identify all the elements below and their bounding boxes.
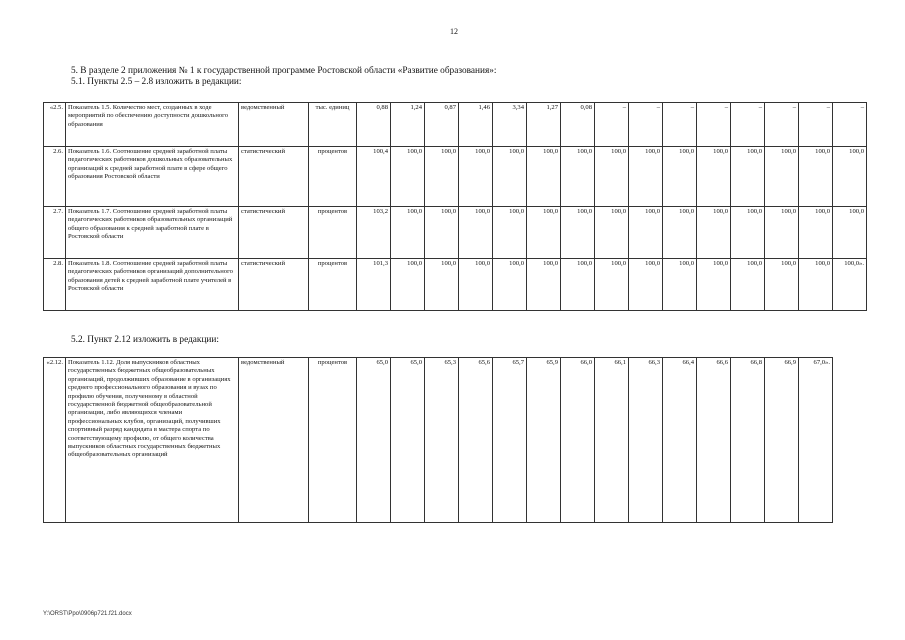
value-cell: 65,3	[425, 358, 459, 523]
table-row	[44, 259, 867, 311]
value-cell: –	[697, 103, 731, 147]
table-row	[44, 103, 867, 147]
value-cell: 100,0	[833, 207, 867, 259]
value-cell: 100,0	[425, 147, 459, 207]
value-cell: 100,0	[833, 147, 867, 207]
value-cell: 100,0	[595, 147, 629, 207]
value-cell: 100,0	[561, 147, 595, 207]
subsection-heading-5-2: 5.2. Пункт 2.12 изложить в редакции:	[71, 335, 219, 345]
value-cell: 3,34	[493, 103, 527, 147]
unit-cell: процентов	[309, 207, 357, 259]
value-cell: 100,0	[459, 147, 493, 207]
value-cell: –	[595, 103, 629, 147]
subsection-heading-5-1: 5.1. Пункты 2.5 – 2.8 изложить в редакции:	[71, 77, 242, 87]
value-cell: 66,8	[731, 358, 765, 523]
value-cell: 100,4	[357, 147, 391, 207]
value-cell: 100,0	[391, 147, 425, 207]
value-cell: 100,0	[697, 207, 731, 259]
value-cell: 100,0».	[833, 259, 867, 311]
value-cell: 100,0	[731, 259, 765, 311]
value-cell: 100,0	[663, 207, 697, 259]
value-cell: 100,0	[663, 259, 697, 311]
value-cell: 100,0	[561, 259, 595, 311]
value-cell: 100,0	[425, 259, 459, 311]
value-cell: –	[833, 103, 867, 147]
page-number: 12	[450, 27, 458, 36]
value-cell: 100,0	[629, 259, 663, 311]
value-cell: 67,0».	[799, 358, 833, 523]
value-cell: 100,0	[493, 147, 527, 207]
value-cell: 0,87	[425, 103, 459, 147]
value-cell: –	[629, 103, 663, 147]
row-code-cell: 2.7.	[44, 207, 66, 259]
value-cell: 100,0	[731, 207, 765, 259]
value-cell: 65,7	[493, 358, 527, 523]
value-cell: 100,0	[595, 259, 629, 311]
unit-cell: тыс. единиц	[309, 103, 357, 147]
value-cell: 100,0	[459, 259, 493, 311]
value-cell: 100,0	[629, 207, 663, 259]
table-row	[44, 358, 833, 523]
value-cell: 65,6	[459, 358, 493, 523]
indicator-type-cell: статистический	[239, 147, 309, 207]
value-cell: 66,9	[765, 358, 799, 523]
value-cell: 65,0	[357, 358, 391, 523]
value-cell: 100,0	[663, 147, 697, 207]
value-cell: 100,0	[629, 147, 663, 207]
value-cell: 66,1	[595, 358, 629, 523]
value-cell: 65,9	[527, 358, 561, 523]
indicator-description-cell: Показатель 1.6. Соотношение средней заработной платы педагогических работников дошкольных образовательных организаций к средней заработной плате в сфере общего образования Ростовской области	[66, 147, 239, 207]
value-cell: –	[799, 103, 833, 147]
value-cell: 101,3	[357, 259, 391, 311]
file-path-footer: Y:\ORST\Ppo\0906p721.f21.docx	[43, 611, 132, 617]
section-heading-5: 5. В разделе 2 приложения № 1 к государственной программе Ростовской области «Развитие образования»:	[71, 66, 497, 76]
indicator-description-cell: Показатель 1.8. Соотношение средней заработной платы педагогических работников организаций дополнительного образования детей к средней заработной плате учителей в Ростовской области	[66, 259, 239, 311]
value-cell: –	[765, 103, 799, 147]
value-cell: 100,0	[561, 207, 595, 259]
value-cell: 100,0	[459, 207, 493, 259]
value-cell: 100,0	[391, 259, 425, 311]
value-cell: 100,0	[697, 259, 731, 311]
value-cell: 100,0	[697, 147, 731, 207]
value-cell: 66,6	[697, 358, 731, 523]
indicator-description-cell: Показатель 1.5. Количество мест, созданных в ходе мероприятий по обеспечению доступности дошкольного образования	[66, 103, 239, 147]
value-cell: 100,0	[799, 147, 833, 207]
indicator-description-cell: Показатель 1.12. Доля выпускников областных государственных бюджетных общеобразовательных организаций, продолживших образование в организациях среднего профессионального образования и вузах по профилю обучения, полученному в областной государственной бюджетной общеобразовательной организации, либо являющихся членами профессиональных клубов, организаций, получивших спортивный разряд кандидата в мастера спорта по соответствующему профилю, от общего количества выпускников областных государственных бюджетных общеобразовательных организаций	[66, 358, 239, 523]
value-cell: 66,4	[663, 358, 697, 523]
indicators-table-2-12	[43, 357, 833, 523]
value-cell: 100,0	[595, 207, 629, 259]
indicator-type-cell: ведомственный	[239, 358, 309, 523]
value-cell: 1,46	[459, 103, 493, 147]
unit-cell: процентов	[309, 147, 357, 207]
value-cell: 100,0	[799, 259, 833, 311]
row-code-cell: «2.5.	[44, 103, 66, 147]
value-cell: 100,0	[493, 207, 527, 259]
table-row	[44, 147, 867, 207]
unit-cell: процентов	[309, 358, 357, 523]
indicator-type-cell: статистический	[239, 259, 309, 311]
row-code-cell: «2.12.	[44, 358, 66, 523]
value-cell: 1,27	[527, 103, 561, 147]
value-cell: 66,0	[561, 358, 595, 523]
indicator-description-cell: Показатель 1.7. Соотношение средней заработной платы педагогических работников образовательных организаций общего образования к средней заработной плате в Ростовской области	[66, 207, 239, 259]
value-cell: 100,0	[527, 259, 561, 311]
value-cell: –	[731, 103, 765, 147]
row-code-cell: 2.8.	[44, 259, 66, 311]
indicator-type-cell: статистический	[239, 207, 309, 259]
value-cell: 100,0	[527, 207, 561, 259]
table-row	[44, 207, 867, 259]
value-cell: 100,0	[765, 259, 799, 311]
unit-cell: процентов	[309, 259, 357, 311]
value-cell: –	[663, 103, 697, 147]
value-cell: 100,0	[493, 259, 527, 311]
value-cell: 1,24	[391, 103, 425, 147]
indicator-type-cell: ведомственный	[239, 103, 309, 147]
value-cell: 100,0	[799, 207, 833, 259]
value-cell: 100,0	[391, 207, 425, 259]
value-cell: 0,88	[357, 103, 391, 147]
value-cell: 0,08	[561, 103, 595, 147]
indicators-table-2-5-2-8	[43, 102, 867, 311]
value-cell: 100,0	[765, 207, 799, 259]
value-cell: 100,0	[425, 207, 459, 259]
value-cell: 100,0	[765, 147, 799, 207]
value-cell: 103,2	[357, 207, 391, 259]
value-cell: 100,0	[731, 147, 765, 207]
row-code-cell: 2.6.	[44, 147, 66, 207]
value-cell: 65,0	[391, 358, 425, 523]
value-cell: 66,3	[629, 358, 663, 523]
value-cell: 100,0	[527, 147, 561, 207]
